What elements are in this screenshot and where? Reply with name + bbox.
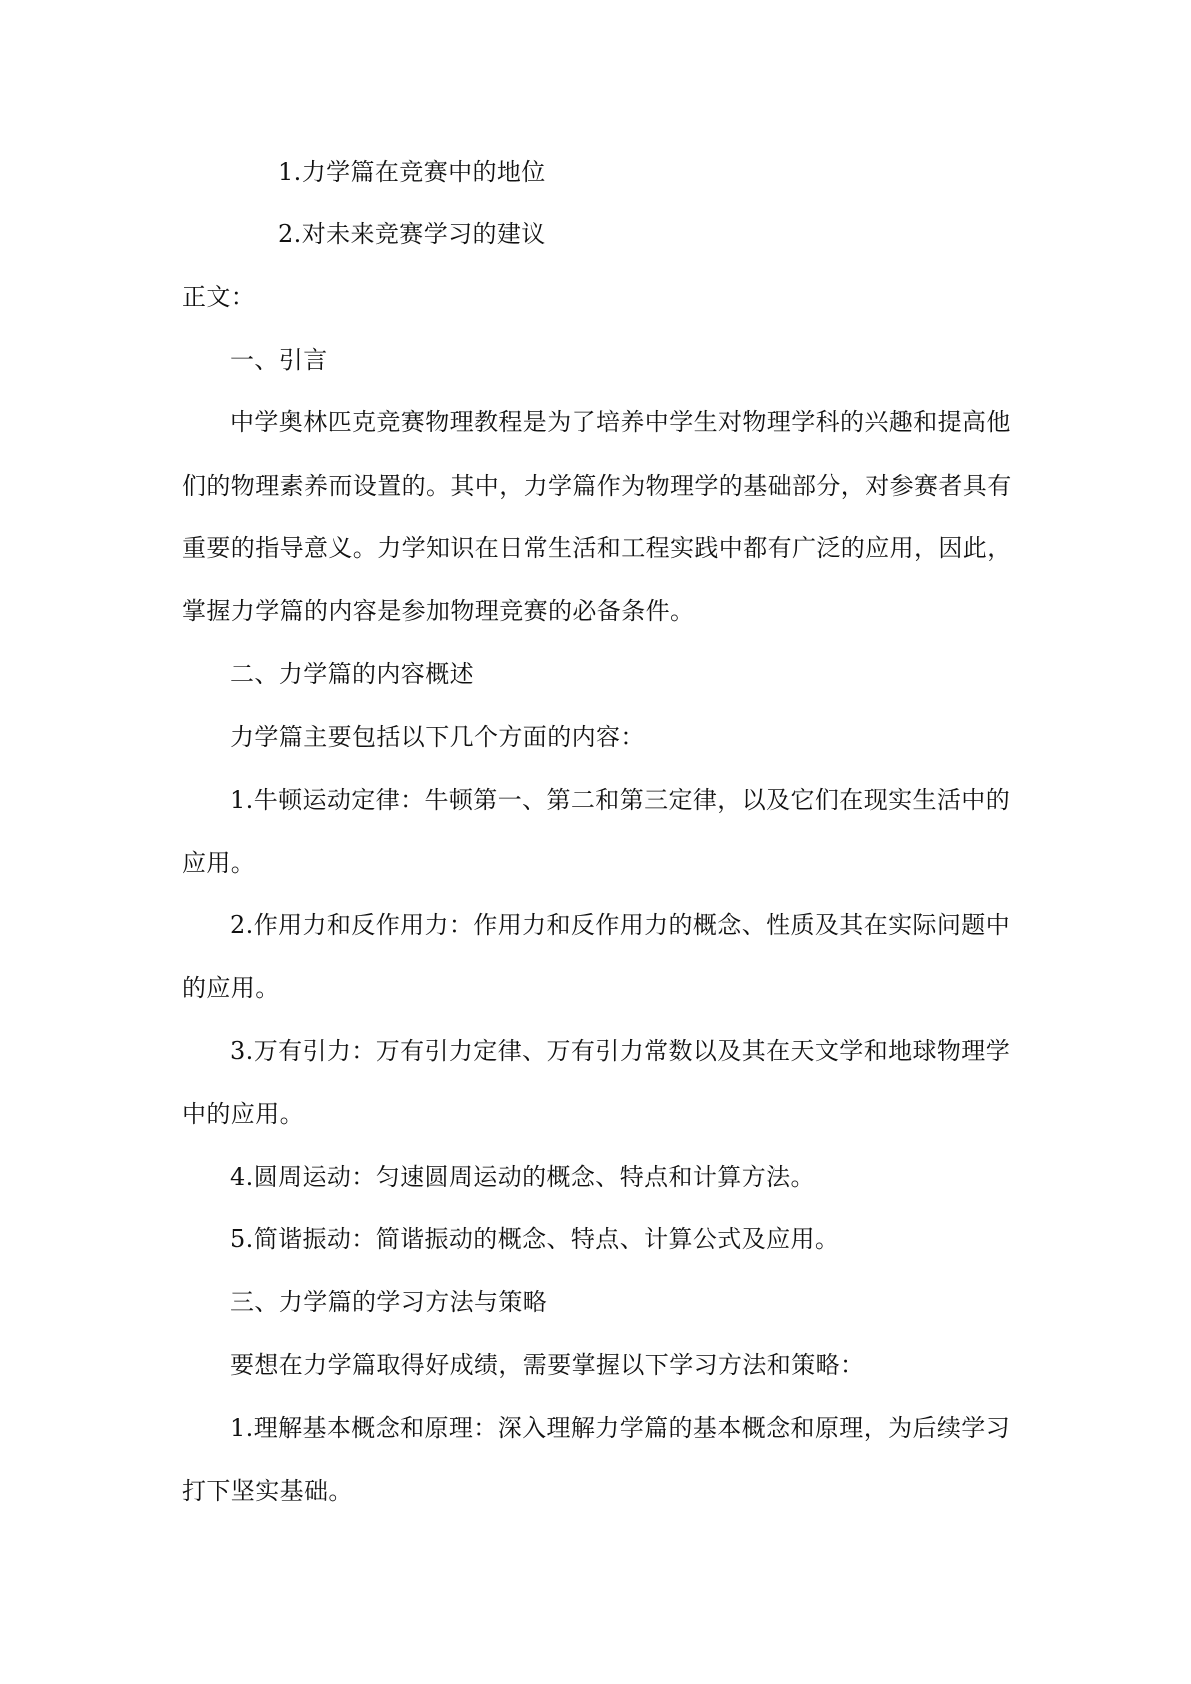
overview-item-line: 4.圆周运动：匀速圆周运动的概念、特点和计算方法。 xyxy=(230,1163,815,1191)
intro-paragraph-line: 掌握力学篇的内容是参加物理竞赛的必备条件。 xyxy=(182,597,695,625)
body-label: 正文： xyxy=(182,283,256,311)
methods-item-line: 1.理解基本概念和原理：深入理解力学篇的基本概念和原理，为后续学习 xyxy=(230,1414,1011,1442)
overview-item-line: 中的应用。 xyxy=(182,1100,304,1128)
intro-paragraph-line: 们的物理素养而设置的。其中，力学篇作为物理学的基础部分，对参赛者具有 xyxy=(182,472,1012,500)
section-heading-overview: 二、力学篇的内容概述 xyxy=(230,660,474,688)
overview-item-line: 2.作用力和反作用力：作用力和反作用力的概念、性质及其在实际问题中 xyxy=(230,911,1011,939)
overview-item-line: 5.简谐振动：简谐振动的概念、特点、计算公式及应用。 xyxy=(230,1225,840,1253)
section-heading-methods: 三、力学篇的学习方法与策略 xyxy=(230,1288,548,1316)
methods-item-line: 打下坚实基础。 xyxy=(182,1477,353,1505)
intro-paragraph-line: 重要的指导意义。力学知识在日常生活和工程实践中都有广泛的应用，因此， xyxy=(182,534,1012,562)
overview-intro: 力学篇主要包括以下几个方面的内容： xyxy=(230,723,645,751)
overview-item-line: 的应用。 xyxy=(182,974,280,1002)
section-heading-intro: 一、引言 xyxy=(230,346,328,374)
overview-item-line: 3.万有引力：万有引力定律、万有引力常数以及其在天文学和地球物理学 xyxy=(230,1037,1011,1065)
intro-paragraph-line: 中学奥林匹克竞赛物理教程是为了培养中学生对物理学科的兴趣和提高他 xyxy=(230,408,1011,436)
outline-item-1: 1.力学篇在竞赛中的地位 xyxy=(278,158,546,186)
overview-item-line: 1.牛顿运动定律：牛顿第一、第二和第三定律，以及它们在现实生活中的 xyxy=(230,786,1011,814)
methods-intro: 要想在力学篇取得好成绩，需要掌握以下学习方法和策略： xyxy=(230,1351,865,1379)
outline-item-2: 2.对未来竞赛学习的建议 xyxy=(278,220,546,248)
overview-item-line: 应用。 xyxy=(182,849,256,877)
